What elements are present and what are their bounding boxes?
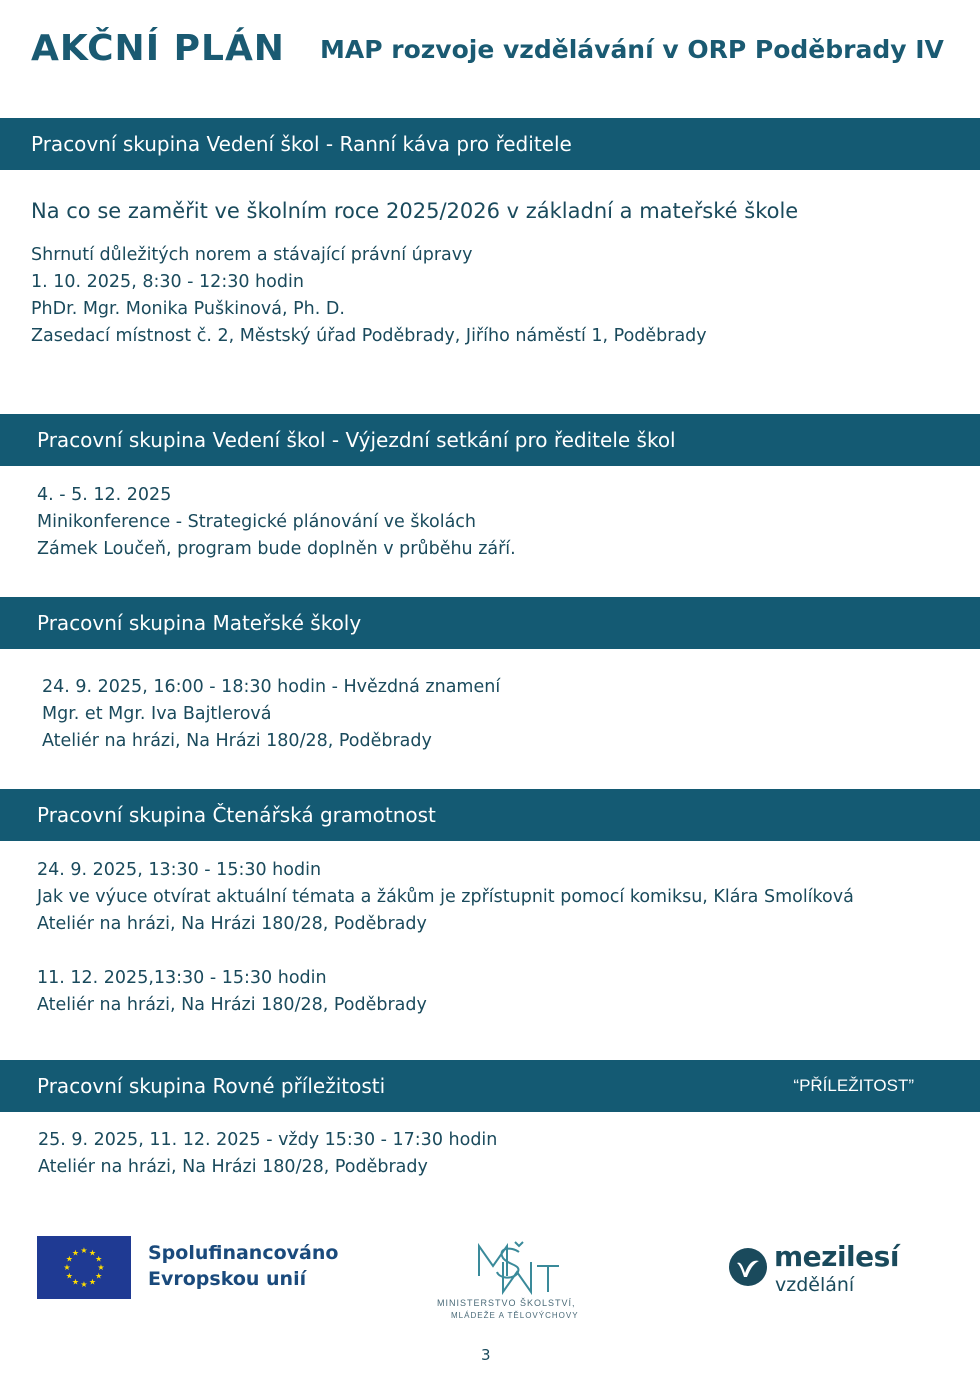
section-band-label: Pracovní skupina Mateřské školy <box>37 611 362 635</box>
eu-flag-logo <box>37 1236 131 1299</box>
detail-line: Jak ve výuce otvírat aktuální témata a žákům je zpřístupnit pomocí komiksu, Klára Smolíková <box>37 887 854 907</box>
section-details-ranni-kava <box>31 242 707 350</box>
section-details-materske-skoly <box>42 674 500 755</box>
page-subtitle: MAP rozvoje vzdělávání v ORP Poděbrady IV <box>320 35 944 64</box>
mezilesi-name: mezilesí <box>774 1240 899 1273</box>
detail-line: PhDr. Mgr. Monika Puškinová, Ph. D. <box>31 299 345 319</box>
svg-text:★: ★ <box>80 1246 88 1255</box>
detail-line: Ateliér na hrázi, Na Hrázi 180/28, Poděbrady <box>37 914 427 934</box>
section-band-label: Pracovní skupina Čtenářská gramotnost <box>37 803 436 827</box>
detail-line: 11. 12. 2025,13:30 - 15:30 hodin <box>37 968 327 988</box>
section-band-vyjezdni-setkani <box>0 414 980 466</box>
eu-stars-icon <box>37 1236 131 1299</box>
page-number: 3 <box>481 1346 491 1364</box>
detail-line: Ateliér na hrázi, Na Hrázi 180/28, Poděbrady <box>37 995 427 1015</box>
section-band-ctenarska-gramotnost <box>0 789 980 841</box>
detail-line: 25. 9. 2025, 11. 12. 2025 - vždy 15:30 - 17:30 hodin <box>38 1130 498 1150</box>
svg-text:★: ★ <box>88 1277 97 1287</box>
section-band-materske-skoly <box>0 597 980 649</box>
svg-text:★: ★ <box>65 1254 73 1264</box>
mezilesi-tagline: vzdělání <box>775 1274 855 1296</box>
section-details-ctenarska-gramotnost <box>37 857 854 1019</box>
eu-line: Spolufinancováno <box>148 1242 339 1264</box>
detail-line: 4. - 5. 12. 2025 <box>37 485 172 505</box>
eu-line: Evropskou unií <box>148 1268 307 1290</box>
detail-line: Minikonference - Strategické plánování ve školách <box>37 512 477 532</box>
detail-line: 1. 10. 2025, 8:30 - 12:30 hodin <box>31 272 304 292</box>
eu-cofunding-text <box>148 1240 338 1292</box>
svg-text:★: ★ <box>71 1248 80 1258</box>
page-title: AKČNÍ PLÁN <box>31 28 285 69</box>
section-badge: “PŘÍLEŽITOST” <box>793 1076 914 1095</box>
section-band-label: Pracovní skupina Vedení škol - Výjezdní setkání pro ředitele škol <box>37 428 676 452</box>
detail-line: Ateliér na hrázi, Na Hrázi 180/28, Poděbrady <box>42 731 432 751</box>
detail-line: Zámek Loučeň, program bude doplněn v průběhu září. <box>37 539 516 559</box>
section-band-rovne-prilezitosti <box>0 1060 980 1112</box>
svg-text:★: ★ <box>71 1277 80 1287</box>
detail-line: 24. 9. 2025, 13:30 - 15:30 hodin <box>37 860 322 880</box>
detail-line: Mgr. et Mgr. Iva Bajtlerová <box>42 704 272 724</box>
detail-line: Zasedací místnost č. 2, Městský úřad Poděbrady, Jiřího náměstí 1, Poděbrady <box>31 326 707 346</box>
msmt-monogram-icon <box>437 1240 602 1300</box>
section-band-label: Pracovní skupina Vedení škol - Ranní káva pro ředitele <box>31 132 572 156</box>
section-details-rovne-prilezitosti <box>38 1127 497 1181</box>
svg-text:★: ★ <box>97 1263 105 1272</box>
svg-text:★: ★ <box>95 1271 103 1281</box>
svg-text:★: ★ <box>88 1248 97 1258</box>
section-band-ranni-kava <box>0 118 980 170</box>
detail-line: 24. 9. 2025, 16:00 - 18:30 hodin - Hvězdná znamení <box>42 677 501 697</box>
svg-text:★: ★ <box>63 1263 71 1272</box>
msmt-name-line: MLÁDEŽE A TĚLOVÝCHOVY <box>451 1311 579 1320</box>
svg-text:★: ★ <box>65 1271 73 1281</box>
detail-line: Ateliér na hrázi, Na Hrázi 180/28, Poděbrady <box>38 1157 428 1177</box>
msmt-name-line: MINISTERSTVO ŠKOLSTVÍ, <box>437 1298 576 1308</box>
detail-line: Shrnutí důležitých norem a stávající právní úpravy <box>31 245 473 265</box>
section-heading: Na co se zaměřit ve školním roce 2025/2026 v základní a mateřské škole <box>31 199 799 223</box>
svg-text:★: ★ <box>95 1254 103 1264</box>
section-band-label: Pracovní skupina Rovné příležitosti <box>37 1074 386 1098</box>
section-details-vyjezdni-setkani <box>37 482 516 563</box>
mezilesi-logo-icon <box>728 1247 768 1287</box>
svg-text:★: ★ <box>80 1280 88 1289</box>
